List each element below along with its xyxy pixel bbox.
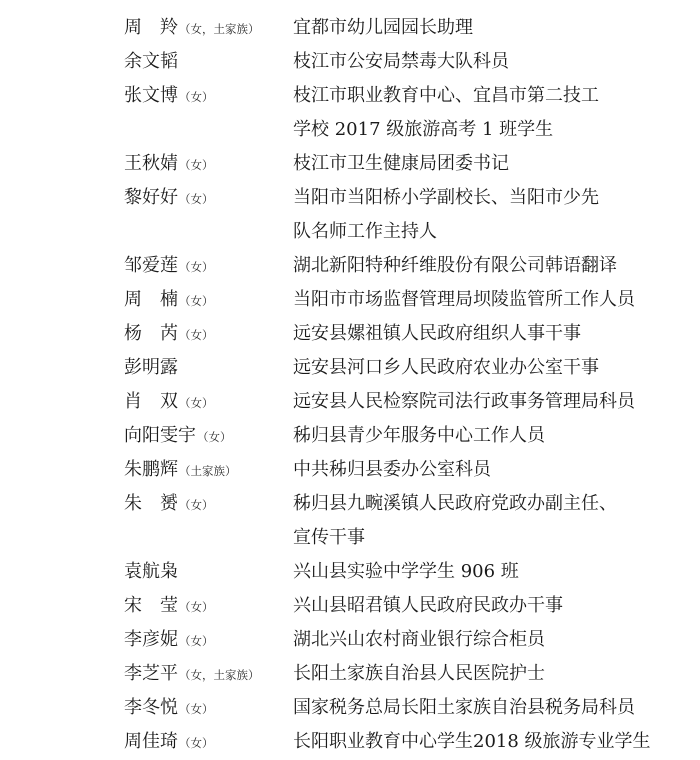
description-line: 队名师工作主持人 bbox=[293, 221, 437, 242]
person-description bbox=[293, 691, 638, 725]
description-line: 兴山县昭君镇人民政府民政办干事 bbox=[293, 595, 563, 616]
person-description bbox=[293, 317, 638, 351]
description-line: 宣传干事 bbox=[293, 527, 365, 548]
person-name bbox=[124, 555, 178, 589]
person-name-text: 杨 芮 bbox=[124, 323, 178, 344]
person-note: （土家族） bbox=[179, 464, 237, 478]
person-name-text: 袁航枭 bbox=[124, 561, 178, 582]
person-note: （女） bbox=[179, 702, 214, 716]
person-description bbox=[293, 419, 638, 453]
description-line: 学校 2017 级旅游高考 1 班学生 bbox=[293, 119, 554, 140]
person-name-text: 周佳琦 bbox=[124, 731, 178, 752]
person-description bbox=[293, 487, 638, 555]
person-name-text: 宋 莹 bbox=[124, 595, 178, 616]
person-name bbox=[124, 385, 214, 419]
person-name bbox=[124, 11, 260, 45]
person-note: （女，土家族） bbox=[179, 22, 260, 36]
description-line: 枝江市职业教育中心、宜昌市第二技工 bbox=[293, 85, 599, 106]
person-note: （女） bbox=[179, 260, 214, 274]
person-note: （女） bbox=[179, 192, 214, 206]
person-description bbox=[293, 623, 638, 657]
description-line: 兴山县实验中学学生 906 班 bbox=[293, 561, 519, 582]
description-line: 中共秭归县委办公室科员 bbox=[293, 459, 491, 480]
description-line: 枝江市公安局禁毒大队科员 bbox=[293, 51, 509, 72]
person-name-text: 周 羚 bbox=[124, 17, 178, 38]
description-line: 宜都市幼儿园园长助理 bbox=[293, 17, 473, 38]
person-note: （女） bbox=[197, 430, 232, 444]
person-description bbox=[293, 385, 638, 419]
person-name-text: 黎好好 bbox=[124, 187, 178, 208]
person-name bbox=[124, 79, 214, 113]
person-description bbox=[293, 249, 638, 283]
description-line: 远安县嫘祖镇人民政府组织人事干事 bbox=[293, 323, 581, 344]
person-description bbox=[293, 725, 651, 759]
person-name bbox=[124, 181, 214, 215]
person-note: （女） bbox=[179, 158, 214, 172]
person-name-text: 周 楠 bbox=[124, 289, 178, 310]
person-name-text: 彭明露 bbox=[124, 357, 178, 378]
person-note: （女） bbox=[179, 396, 214, 410]
person-description bbox=[293, 11, 638, 45]
person-description bbox=[293, 589, 638, 623]
person-name bbox=[124, 419, 232, 453]
person-name bbox=[124, 691, 214, 725]
description-line: 当阳市当阳桥小学副校长、当阳市少先 bbox=[293, 187, 599, 208]
person-note: （女） bbox=[179, 634, 214, 648]
person-description bbox=[293, 555, 638, 589]
person-note: （女） bbox=[179, 736, 214, 750]
description-line: 湖北新阳特种纤维股份有限公司韩语翻译 bbox=[293, 255, 617, 276]
person-name bbox=[124, 487, 214, 521]
description-line: 长阳土家族自治县人民医院护士 bbox=[293, 663, 545, 684]
person-name-text: 余文韬 bbox=[124, 51, 178, 72]
person-name-text: 向阳雯宇 bbox=[124, 425, 196, 446]
person-note: （女） bbox=[179, 294, 214, 308]
person-name bbox=[124, 283, 214, 317]
person-name bbox=[124, 725, 214, 759]
person-description bbox=[293, 181, 638, 249]
person-note: （女） bbox=[179, 90, 214, 104]
person-name-text: 肖 双 bbox=[124, 391, 178, 412]
person-note: （女） bbox=[179, 600, 214, 614]
description-line: 远安县人民检察院司法行政事务管理局科员 bbox=[293, 391, 635, 412]
person-note: （女） bbox=[179, 328, 214, 342]
person-name bbox=[124, 147, 214, 181]
person-name-text: 王秋婧 bbox=[124, 153, 178, 174]
person-name-text: 朱 赟 bbox=[124, 493, 178, 514]
person-description bbox=[293, 283, 638, 317]
person-description bbox=[293, 79, 638, 147]
description-line: 湖北兴山农村商业银行综合柜员 bbox=[293, 629, 545, 650]
person-name bbox=[124, 317, 214, 351]
description-line: 长阳职业教育中心学生2018 级旅游专业学生 bbox=[293, 731, 651, 752]
person-name-text: 李彦妮 bbox=[124, 629, 178, 650]
person-name bbox=[124, 249, 214, 283]
person-name-text: 朱鹏辉 bbox=[124, 459, 178, 480]
description-line: 国家税务总局长阳土家族自治县税务局科员 bbox=[293, 697, 635, 718]
description-line: 秭归县九畹溪镇人民政府党政办副主任、 bbox=[293, 493, 617, 514]
person-name-text: 张文博 bbox=[124, 85, 178, 106]
person-name bbox=[124, 453, 237, 487]
person-note: （女，土家族） bbox=[179, 668, 260, 682]
person-name bbox=[124, 589, 214, 623]
person-note: （女） bbox=[179, 498, 214, 512]
person-description bbox=[293, 147, 638, 181]
person-description bbox=[293, 351, 638, 385]
person-description bbox=[293, 453, 638, 487]
person-name bbox=[124, 351, 178, 385]
person-description bbox=[293, 657, 638, 691]
description-line: 远安县河口乡人民政府农业办公室干事 bbox=[293, 357, 599, 378]
person-name-text: 李冬悦 bbox=[124, 697, 178, 718]
person-name bbox=[124, 623, 214, 657]
person-description bbox=[293, 45, 638, 79]
description-line: 当阳市市场监督管理局坝陵监管所工作人员 bbox=[293, 289, 635, 310]
person-name-text: 邹爱莲 bbox=[124, 255, 178, 276]
description-line: 枝江市卫生健康局团委书记 bbox=[293, 153, 509, 174]
person-name bbox=[124, 45, 178, 79]
person-name bbox=[124, 657, 260, 691]
description-line: 秭归县青少年服务中心工作人员 bbox=[293, 425, 545, 446]
person-name-text: 李芝平 bbox=[124, 663, 178, 684]
